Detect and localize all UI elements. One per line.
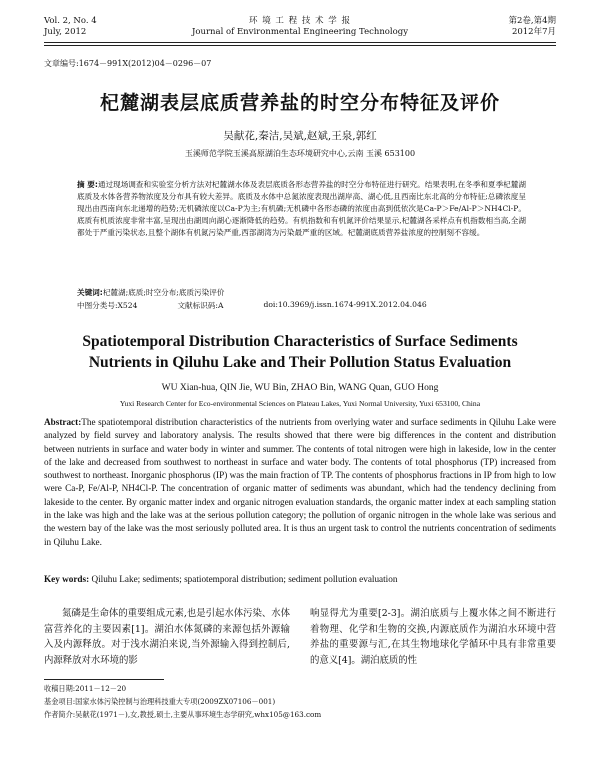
keywords-text-cn: 杞麓湖;底质;时空分布;底质污染评价: [102, 288, 225, 297]
keywords-en: [44, 574, 556, 584]
page-title-en: [0, 331, 600, 373]
header-rule: [44, 42, 556, 43]
header-right: [508, 16, 556, 38]
footnote-fund: 基金项目:国家水体污染控制与治理科技重大专项(2009ZX07106－001): [44, 697, 276, 706]
abstract-text-cn: 通过现场调查和实验室分析方法对杞麓湖水体及表层底质各形态营养盐的时空分布特征进行研究。结果表明,在冬季和夏季杞麓湖底质及水体各营养物浓度及分布具有较大差异。底质及水体中总氮浓度表现出湖岸高、湖心低,且西南比东北高的分布特征;总磷浓度呈现出由西南向东北递增的趋势;无机磷浓度以Ca-P为主;有机磷;无机磷中各形态磷的浓度由高到低依次是Ca-P＞Fe/Al-P＞NH4Cl-P。底质有机质浓度非常丰富,呈现出由湖周向湖心逐渐降低的趋势。有机指数和有机氮评价结果显示,杞麓湖各采样点有机指数相当高,全湖都处于严重污染状态,且整个湖体有机氮污染严重,西部湖湾为污染最严重的区域。杞麓湖底质营养盐浓度的控制刻不容缓。: [77, 180, 527, 237]
journal-name-en: Journal of Environmental Engineering Technology: [191, 27, 409, 37]
journal-name-cn: 环 境 工 程 技 术 学 报: [249, 16, 351, 26]
title-en-line2: Nutrients in Qiluhu Lake and Their Pollution Status Evaluation: [88, 354, 512, 371]
authors-en: WU Xian-hua, QIN Jie, WU Bin, ZHAO Bin, WANG Quan, GUO Hong: [161, 383, 439, 393]
abstract-en: [44, 416, 556, 549]
doi: doi:10.3969/j.issn.1674-991X.2012.04.046: [263, 300, 427, 309]
abstract-text-en: The spatiotemporal distribution characteristics of the nutrients from overlying water and surface sediments in Qiluhu Lake were analyzed by field survey and laboratory analysis. The results showed that there were big differences in the content and distribution between nutrients in surface and water body in winter and summer. The contents of total nitrogen were high in lakeside, low in the center of the lake and decreased from southwest to northeast in surface and water body. The contents of total phosphorus (TP) increased from southwest to northeast. Inorganic phosphorus (IP) was the main fraction of TP. The contents of phosphorus fractions in IP from high to low were Ca-P, Fe/Al-P, NH4Cl-P. The concentration of organic matter of sediments was abundant, which had the tendency declining from lakeside to the center. By organic matter index and organic nitrogen evaluation standards, the organic matter index at each sampling station in the lake was high and the lake was at the serious pollution category; the pollution of organic nitrogen in the whole lake was serious and the western bay of the lake was the most seriously polluted area. It is thus an urgent task to control the nutrients concentration of sediments in Qiluhu Lake.: [44, 417, 556, 547]
abstract-cn: [77, 179, 526, 239]
keywords-label-en: Key words:: [44, 574, 90, 584]
authors-cn: 吴献花,秦洁,吴斌,赵斌,王泉,郭红: [223, 130, 377, 142]
article-number: 文章编号:1674－991X(2012)04－0296－07: [44, 59, 212, 68]
document-code: 文献标识码:A: [177, 301, 224, 310]
header-volume-cn: 第2卷,第4期: [508, 16, 556, 26]
clc-number: 中图分类号:X524: [77, 301, 138, 310]
affiliation-en: Yuxi Research Center for Eco-environmental Sciences on Plateau Lakes, Yuxi Normal University, Yuxi 653100, China: [119, 399, 481, 408]
abstract-label-cn: 摘 要:: [77, 180, 98, 189]
abstract-label-en: Abstract:: [44, 417, 82, 427]
header-date-cn: 2012年7月: [511, 27, 556, 37]
header-rule-thin: [44, 45, 556, 46]
header-date: July, 2012: [44, 27, 87, 37]
affiliation-cn: 玉溪师范学院玉溪高原湖泊生态环境研究中心,云南 玉溪 653100: [184, 149, 416, 158]
header-volume: Vol. 2, No. 4: [44, 16, 97, 26]
body-column-right: 响显得尤为重要[2-3]。湖泊底质与上覆水体之间不断进行着物理、化学和生物的交换,内源底质作为湖泊水环境中营养盐的重要源与汇,在其生物地球化学循环中具有非常重要的意义[4]。湖泊底质的性: [310, 608, 556, 666]
keywords-cn: [77, 287, 224, 298]
footnote-received: 收稿日期:2011－12－20: [44, 684, 127, 693]
body-column-left: 氮磷是生命体的重要组成元素,也是引起水体污染、水体富营养化的主要因素[1]。湖泊水体氮磷的来源包括外源输入及内源释放。对于浅水湖泊来说,当外源输入得到控制后,内源释放对水环境的影: [44, 608, 290, 666]
footnote-rule: [44, 679, 164, 680]
page-title-cn: 杞麓湖表层底质营养盐的时空分布特征及评价: [99, 92, 500, 114]
title-en-line1: Spatiotemporal Distribution Characteristics of Surface Sediments: [82, 333, 518, 350]
keywords-label-cn: 关键词:: [77, 288, 103, 297]
keywords-text-en: Qiluhu Lake; sediments; spatiotemporal distribution; sediment pollution evaluation: [91, 574, 398, 584]
footnote-author: 作者简介:吴献花(1971－),女,教授,硕士,主要从事环境生态学研究,whx105@163.com: [44, 710, 322, 719]
classification-row: [77, 300, 526, 311]
